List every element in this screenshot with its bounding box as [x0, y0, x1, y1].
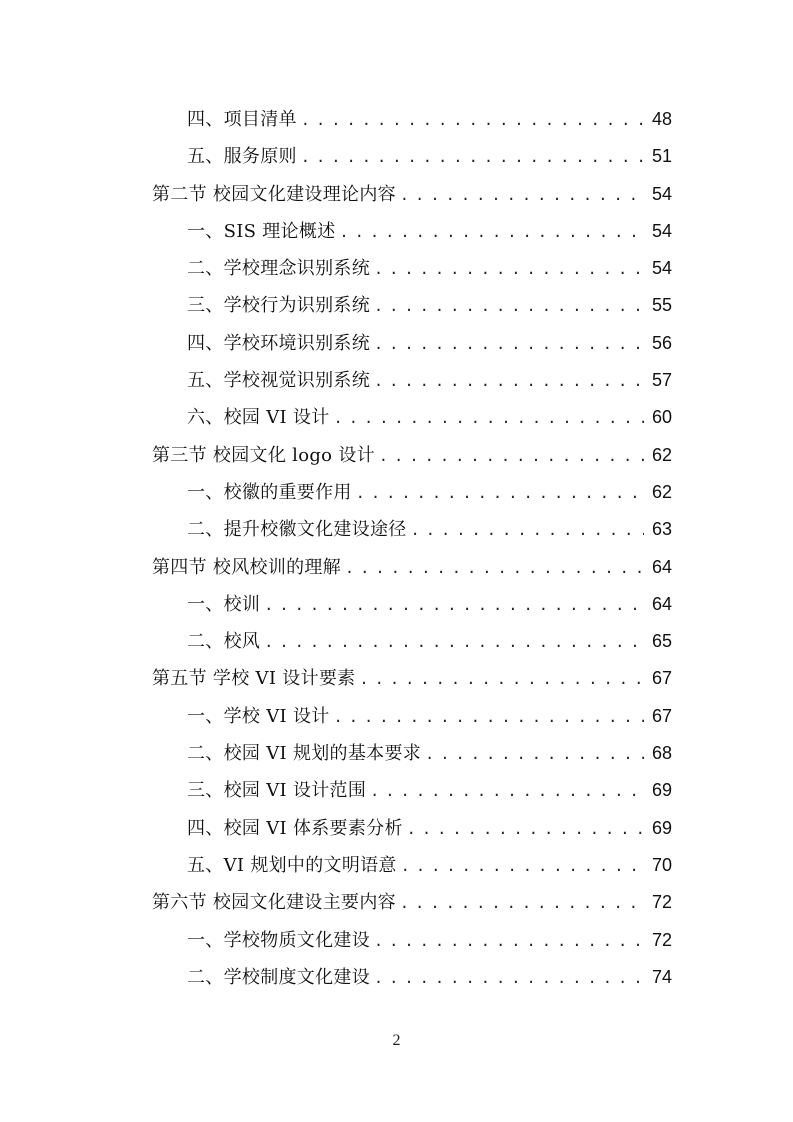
toc-dot-leader: [411, 512, 644, 549]
toc-dot-leader: [374, 326, 644, 363]
toc-entry-page: 62: [651, 481, 672, 502]
toc-entry[interactable]: [152, 362, 672, 399]
toc-entry[interactable]: [152, 101, 672, 138]
toc-entry-title: 第四节 校风校训的理解: [152, 556, 342, 578]
toc-entry-page: 54: [651, 183, 672, 204]
toc-entry[interactable]: [152, 698, 672, 735]
toc-entry-title: 二、学校制度文化建设: [187, 966, 370, 988]
toc-dot-leader: [407, 811, 644, 848]
toc-entry-page: 67: [651, 668, 672, 689]
toc-entry-title: 二、提升校徽文化建设途径: [187, 519, 407, 541]
toc-entry-title: 第六节 校园文化建设主要内容: [152, 892, 396, 914]
toc-entry-title: 第五节 学校 VI 设计要素: [152, 668, 356, 690]
toc-entry-title: 第三节 校园文化 logo 设计: [152, 444, 375, 466]
toc-dot-leader: [301, 139, 644, 176]
toc-entry-title: 二、校风: [187, 631, 261, 653]
toc-entry[interactable]: [152, 474, 672, 511]
toc-entry[interactable]: [152, 511, 672, 548]
toc-entry-page: 48: [651, 109, 672, 129]
toc-entry-page: 69: [651, 780, 672, 801]
toc-entry-title: 二、校园 VI 规划的基本要求: [187, 743, 422, 765]
toc-entry[interactable]: [152, 810, 672, 847]
toc-entry-page: 56: [651, 332, 672, 353]
toc-section-entry[interactable]: [152, 176, 672, 213]
toc-dot-leader: [340, 214, 645, 251]
toc-entry-page: 60: [651, 407, 672, 428]
toc-dot-leader: [356, 475, 644, 512]
toc-dot-leader: [345, 550, 644, 587]
toc-section-entry[interactable]: [152, 437, 672, 474]
toc-dot-leader: [334, 699, 644, 736]
toc-entry[interactable]: [152, 325, 672, 362]
toc-entry-title: 二、学校理念识别系统: [187, 258, 370, 280]
toc-dot-leader: [374, 923, 644, 960]
toc-dot-leader: [374, 960, 644, 997]
toc-entry-page: 57: [651, 370, 672, 391]
toc-entry-page: 68: [651, 743, 672, 764]
toc-dot-leader: [301, 102, 644, 139]
toc-entry-page: 72: [651, 929, 672, 950]
toc-dot-leader: [374, 363, 644, 400]
page-number: 2: [392, 1032, 401, 1049]
toc-dot-leader: [370, 773, 644, 810]
toc-entry-title: 三、学校行为识别系统: [187, 295, 370, 317]
toc-dot-leader: [374, 251, 644, 288]
toc-entry-page: 67: [651, 705, 672, 726]
toc-entry[interactable]: [152, 138, 672, 175]
toc-entry-page: 64: [651, 593, 672, 614]
toc-entry-page: 54: [651, 258, 672, 279]
toc-entry-title: 一、SIS 理论概述: [187, 220, 336, 242]
toc-entry[interactable]: [152, 586, 672, 623]
toc-dot-leader: [359, 661, 644, 698]
toc-entry-page: 65: [651, 631, 672, 652]
toc-dot-leader: [401, 848, 644, 885]
toc-entry[interactable]: [152, 399, 672, 436]
toc-entry-title: 六、校园 VI 设计: [187, 407, 330, 429]
toc-entry-title: 一、校徽的重要作用: [187, 481, 352, 503]
toc-entry-page: 72: [651, 892, 672, 913]
toc-entry-page: 54: [651, 220, 672, 241]
toc-entry[interactable]: [152, 735, 672, 772]
toc-section-entry[interactable]: [152, 884, 672, 921]
toc-entry-page: 70: [651, 854, 672, 875]
toc-dot-leader: [400, 885, 644, 922]
toc-section-entry[interactable]: [152, 660, 672, 697]
toc-entry-title: 第二节 校园文化建设理论内容: [152, 183, 396, 205]
toc-dot-leader: [379, 438, 644, 475]
toc-entry-page: 63: [651, 519, 672, 540]
toc-entry[interactable]: [152, 772, 672, 809]
toc-entry-title: 四、学校环境识别系统: [187, 332, 370, 354]
toc-entry-title: 一、学校物质文化建设: [187, 929, 370, 951]
toc-entry-page: 62: [651, 444, 672, 465]
toc-dot-leader: [400, 177, 644, 214]
toc-dot-leader: [425, 736, 644, 773]
toc-entry[interactable]: [152, 287, 672, 324]
toc-entry[interactable]: [152, 213, 672, 250]
toc-dot-leader: [374, 288, 644, 325]
toc-dot-leader: [334, 400, 644, 437]
toc-entry[interactable]: [152, 847, 672, 884]
toc-entry-title: 四、校园 VI 体系要素分析: [187, 817, 403, 839]
toc-dot-leader: [264, 587, 644, 624]
toc-entry[interactable]: [152, 922, 672, 959]
toc-entry-title: 五、VI 规划中的文明语意: [187, 854, 397, 876]
table-of-contents: [152, 101, 672, 996]
toc-section-entry[interactable]: [152, 549, 672, 586]
toc-dot-leader: [264, 624, 644, 661]
toc-entry-page: 74: [651, 966, 672, 987]
toc-entry-title: 五、服务原则: [187, 146, 297, 168]
toc-entry[interactable]: [152, 959, 672, 996]
toc-entry-title: 四、项目清单: [187, 109, 297, 130]
toc-entry-page: 55: [651, 295, 672, 316]
toc-entry[interactable]: [152, 250, 672, 287]
toc-entry[interactable]: [152, 623, 672, 660]
toc-entry-page: 64: [651, 556, 672, 577]
toc-entry-title: 一、学校 VI 设计: [187, 705, 330, 727]
toc-entry-page: 69: [651, 817, 672, 838]
toc-entry-page: 51: [651, 146, 672, 167]
toc-entry-title: 三、校园 VI 设计范围: [187, 780, 367, 802]
toc-entry-title: 五、学校视觉识别系统: [187, 370, 370, 392]
toc-entry-title: 一、校训: [187, 593, 261, 615]
